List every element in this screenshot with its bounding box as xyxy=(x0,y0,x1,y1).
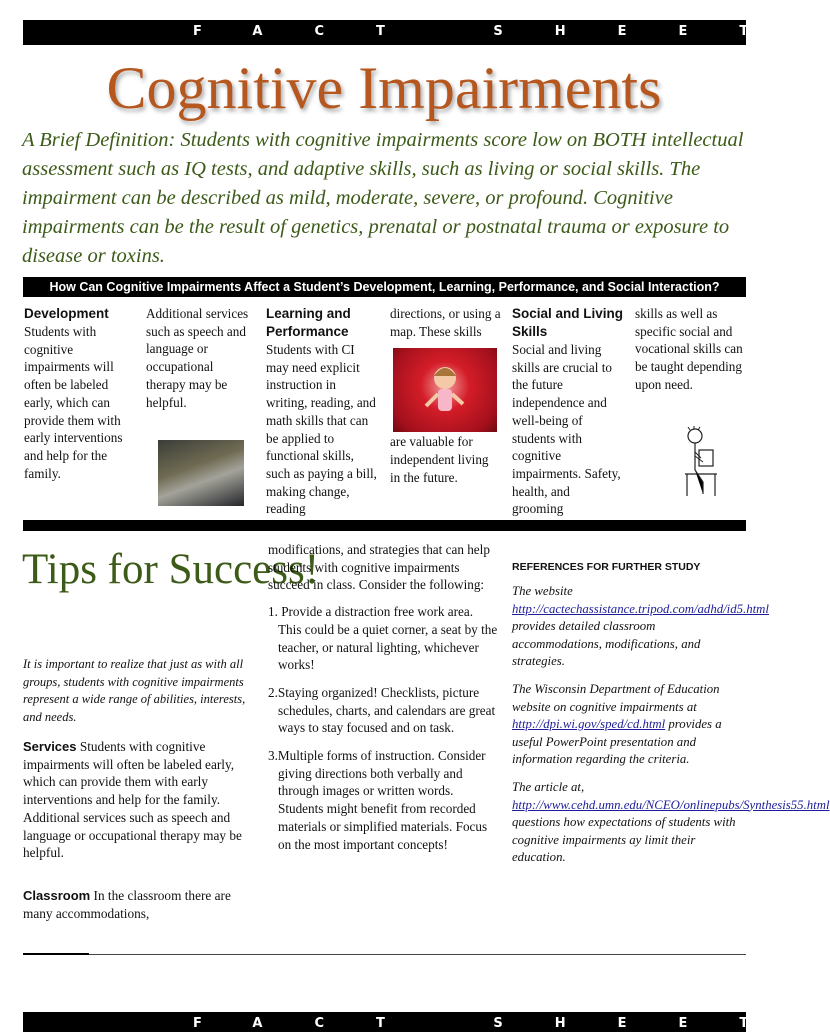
strategies-column xyxy=(268,541,498,863)
bottom-rule-accent xyxy=(23,953,89,955)
reference-item xyxy=(512,583,769,671)
child-in-red-tunnel-photo xyxy=(393,348,497,432)
strategy-item: 3.Multiple forms of instruction. Consider giving directions both verbally and through images or written words. Students might benefit from recorded materials or simplified materials. Focus on the most important concepts! xyxy=(268,748,488,852)
classroom-paragraph xyxy=(23,887,255,922)
reference-link[interactable]: http://www.cehd.umn.edu/NCEO/onlinepubs/Synthesis55.html xyxy=(512,797,830,812)
classroom-label: Classroom xyxy=(23,888,91,903)
student-reading-photo xyxy=(158,440,244,506)
learning-continued-bottom: are valuable for independent living in the future. xyxy=(390,434,489,485)
references-column xyxy=(512,561,830,877)
section-divider xyxy=(23,520,746,531)
social-continued-column xyxy=(635,305,747,394)
bottom-rule xyxy=(23,954,746,955)
strategies-intro: modifications, and strategies that can help students with cognitive impairments succeed in class. Consider the following: xyxy=(268,542,490,593)
fact-sheet-banner xyxy=(23,20,801,45)
reference-link[interactable]: http://cactechassistance.tripod.com/adhd/id5.html xyxy=(512,601,769,616)
banner-text: FACT SHEET xyxy=(193,24,801,39)
social-heading: Social and Living Skills xyxy=(512,306,624,339)
question-banner: How Can Cognitive Impairments Affect a Student’s Development, Learning, Performance, and Social Interaction? xyxy=(23,277,746,297)
learning-column xyxy=(266,305,378,518)
learning-continued-top: directions, or using a map. These skills xyxy=(390,306,501,339)
reference-text: The Wisconsin Department of Education website on cognitive impairments at xyxy=(512,681,720,714)
strategy-item: 2.Staying organized! Checklists, picture schedules, charts, and calendars are great ways to stay focused and on task. xyxy=(268,684,496,736)
learning-text: Students with CI may need explicit instruction in writing, reading, and math skills that can be applied to functional skills, such as paying a bill, making change, reading xyxy=(266,342,377,517)
reference-text: provides a useful PowerPoint presentation and information regarding the criteria. xyxy=(512,717,722,767)
reference-text: questions how expectations of students with cognitive impairments ay limit their education. xyxy=(512,815,736,865)
learning-heading: Learning and Performance xyxy=(266,306,351,339)
social-text: Social and living skills are crucial to the future independence and well-being of students with cognitive impairments. Safety, health, and grooming xyxy=(512,342,621,517)
reference-text: The website xyxy=(512,584,573,598)
social-continued-text: skills as well as specific social and vocational skills can be taught depending upon need. xyxy=(635,306,743,392)
social-column xyxy=(512,305,624,518)
development-continued-text: Additional services such as speech and language or occupational therapy may be helpful. xyxy=(146,306,249,410)
tips-title: Tips for Success! xyxy=(22,546,320,593)
strategies-list xyxy=(268,603,498,853)
reference-item xyxy=(512,681,747,769)
reference-text: The article at, xyxy=(512,779,585,794)
services-text: Students with cognitive impairments will often be labeled early, which can provide them with early interventions and help for the family. Additional services such as speech and language or occupational therapy may be helpful. xyxy=(23,739,242,861)
child-figure-illustration xyxy=(393,348,497,432)
tips-intro: It is important to realize that just as with all groups, students with cognitive impairments represent a wide range of abilities, interests, and needs. xyxy=(23,657,246,724)
bottom-fact-sheet-banner xyxy=(23,1012,801,1032)
development-text: Students with cognitive impairments will often be labeled early, which can provide them with early interventions and help for the family. xyxy=(24,324,123,481)
development-column xyxy=(24,305,136,482)
services-label: Services xyxy=(23,739,77,754)
development-continued-column xyxy=(146,305,250,411)
reference-item xyxy=(512,779,830,867)
page-title: Cognitive Impairments xyxy=(106,55,662,121)
references-heading: REFERENCES FOR FURTHER STUDY xyxy=(512,561,701,573)
reference-link[interactable]: http://dpi.wi.gov/sped/cd.html xyxy=(512,717,666,732)
definition-paragraph: A Brief Definition: Students with cognitive impairments score low on BOTH intellectual assessment such as IQ tests, and adaptive skills, such as living or social skills. The impairment can be described as mild, moderate, severe, or profound. Cognitive impairments can be the result of genetics, prenatal or postnatal trauma or exposure to disease or toxins. xyxy=(22,129,744,267)
classroom-text: In the classroom there are many accommodations, xyxy=(23,888,231,921)
development-heading: Development xyxy=(24,306,109,321)
bottom-banner-text: FACT SHEET xyxy=(193,1016,801,1031)
services-paragraph xyxy=(23,738,255,862)
strategy-item: 1. Provide a distraction free work area. This could be a quiet corner, a seat by the teacher, or natural lighting, whichever works! xyxy=(268,604,498,673)
reading-student-sketch xyxy=(681,426,725,500)
reference-text: provides detailed classroom accommodations, modifications, and strategies. xyxy=(512,619,701,669)
